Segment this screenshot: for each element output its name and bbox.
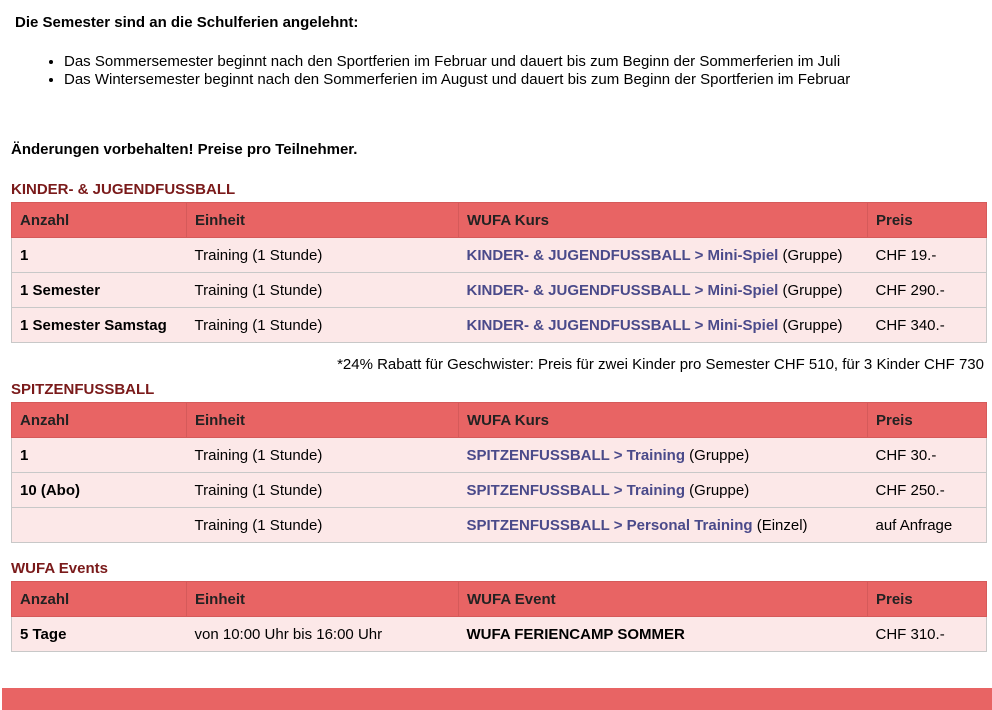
- col-header-preis: Preis: [868, 403, 987, 438]
- course-type: (Einzel): [752, 516, 808, 534]
- cell-preis: CHF 19.-: [868, 238, 987, 273]
- cell-preis: CHF 250.-: [868, 473, 987, 508]
- course-link[interactable]: KINDER- & JUGENDFUSSBALL > Mini-Spiel: [466, 246, 779, 264]
- course-link[interactable]: SPITZENFUSSBALL > Training: [466, 446, 685, 464]
- cell-einheit: Training (1 Stunde): [187, 308, 459, 343]
- cell-preis: CHF 30.-: [868, 438, 987, 473]
- col-header-preis: Preis: [868, 582, 987, 617]
- cell-einheit: Training (1 Stunde): [187, 508, 459, 543]
- table-header-row: [12, 403, 987, 438]
- table-row: [12, 617, 987, 652]
- cell-event: WUFA FERIENCAMP SOMMER: [459, 617, 868, 652]
- table-header-row: [12, 582, 987, 617]
- cell-preis: CHF 340.-: [868, 308, 987, 343]
- cell-anzahl: 10 (Abo): [12, 473, 187, 508]
- cell-anzahl: 5 Tage: [12, 617, 187, 652]
- cell-einheit: von 10:00 Uhr bis 16:00 Uhr: [187, 617, 459, 652]
- cell-anzahl: 1 Semester: [12, 273, 187, 308]
- cell-kurs: [459, 308, 868, 343]
- course-type: (Gruppe): [778, 281, 843, 299]
- section-title-events: WUFA Events: [11, 560, 108, 577]
- cell-kurs: [459, 273, 868, 308]
- semester-notes: [47, 53, 850, 89]
- cell-anzahl: 1 Semester Samstag: [12, 308, 187, 343]
- cell-einheit: Training (1 Stunde): [187, 438, 459, 473]
- cell-anzahl: [12, 508, 187, 543]
- cell-einheit: Training (1 Stunde): [187, 473, 459, 508]
- note-wintersemester: • Das Wintersemester beginnt nach den Sommerferien im August und dauert bis zum Beginn der Sportferien im Februar: [64, 71, 850, 89]
- table-row: [12, 308, 987, 343]
- course-type: (Gruppe): [778, 316, 843, 334]
- cell-preis: CHF 290.-: [868, 273, 987, 308]
- col-header-preis: Preis: [868, 203, 987, 238]
- spitzen-price-table: [11, 402, 987, 543]
- cell-anzahl: 1: [12, 238, 187, 273]
- note-sommersemester: • Das Sommersemester beginnt nach den Sportferien im Februar und dauert bis zum Beginn der Sommerferien im Juli: [64, 53, 850, 71]
- course-link[interactable]: KINDER- & JUGENDFUSSBALL > Mini-Spiel: [466, 281, 779, 299]
- course-type: (Gruppe): [778, 246, 843, 264]
- table-row: [12, 473, 987, 508]
- course-link[interactable]: SPITZENFUSSBALL > Personal Training: [466, 516, 753, 534]
- col-header-anzahl: Anzahl: [12, 582, 187, 617]
- col-header-einheit: Einheit: [187, 203, 459, 238]
- footer-bar: [2, 688, 992, 710]
- col-header-anzahl: Anzahl: [12, 403, 187, 438]
- col-header-kurs: WUFA Kurs: [459, 403, 868, 438]
- course-link[interactable]: SPITZENFUSSBALL > Training: [466, 481, 685, 499]
- col-header-kurs: WUFA Kurs: [459, 203, 868, 238]
- cell-kurs: [459, 238, 868, 273]
- course-type: (Gruppe): [685, 481, 750, 499]
- cell-kurs: [459, 508, 868, 543]
- cell-einheit: Training (1 Stunde): [187, 273, 459, 308]
- section-title-kinder: KINDER- & JUGENDFUSSBALL: [11, 181, 236, 198]
- events-price-table: [11, 581, 987, 652]
- cell-preis: CHF 310.-: [868, 617, 987, 652]
- col-header-event: WUFA Event: [459, 582, 868, 617]
- table-row: [12, 508, 987, 543]
- course-link[interactable]: KINDER- & JUGENDFUSSBALL > Mini-Spiel: [466, 316, 779, 334]
- table-header-row: [12, 203, 987, 238]
- cell-kurs: [459, 438, 868, 473]
- kinder-price-table: [11, 202, 987, 343]
- course-type: (Gruppe): [685, 446, 750, 464]
- section-title-spitzen: SPITZENFUSSBALL: [11, 381, 155, 398]
- cell-anzahl: 1: [12, 438, 187, 473]
- intro-title: Die Semester sind an die Schulferien angelehnt:: [15, 14, 359, 31]
- table-row: [12, 238, 987, 273]
- table-row: [12, 273, 987, 308]
- col-header-einheit: Einheit: [187, 403, 459, 438]
- sibling-discount-note: *24% Rabatt für Geschwister: Preis für zwei Kinder pro Semester CHF 510, für 3 Kinder CHF 730: [337, 356, 984, 373]
- col-header-anzahl: Anzahl: [12, 203, 187, 238]
- cell-preis: auf Anfrage: [868, 508, 987, 543]
- col-header-einheit: Einheit: [187, 582, 459, 617]
- table-row: [12, 438, 987, 473]
- cell-kurs: [459, 473, 868, 508]
- cell-einheit: Training (1 Stunde): [187, 238, 459, 273]
- price-disclaimer: Änderungen vorbehalten! Preise pro Teilnehmer.: [11, 141, 358, 158]
